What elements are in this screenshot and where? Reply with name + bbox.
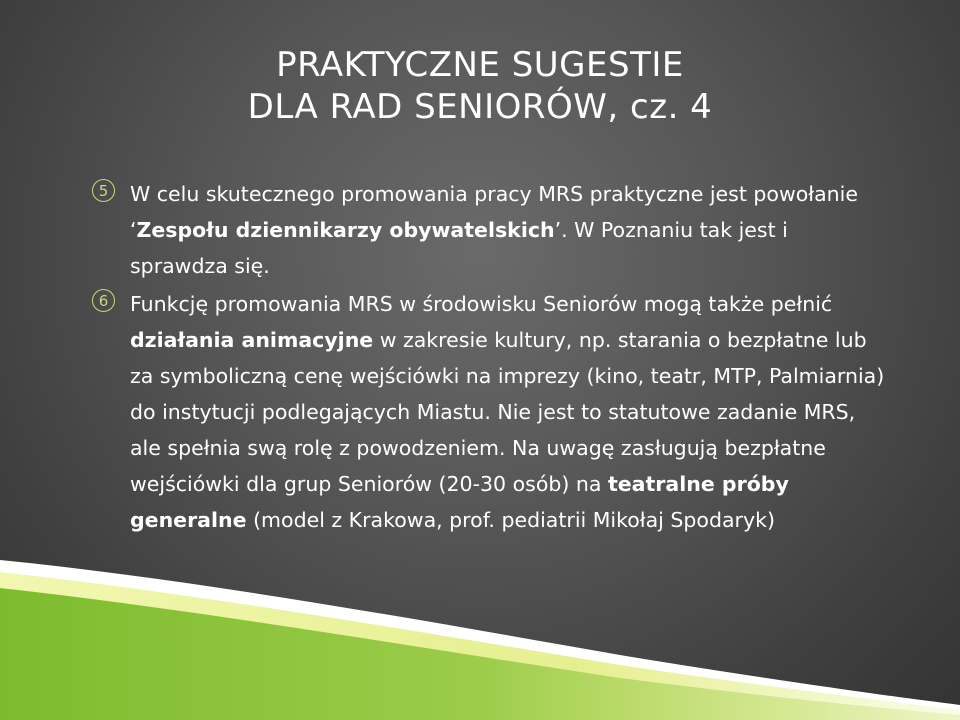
circled-number-icon: 6 (92, 289, 115, 312)
bullet-text-part: ’. W Poznaniu tak jest i sprawdza się. (130, 218, 788, 278)
bullet-text-part: Funkcję promowania MRS w środowisku Seniorów mogą także pełnić (130, 292, 833, 316)
bullet-text-bold: działania animacyjne (130, 328, 374, 352)
bullet-text-part: w zakresie kultury, np. starania o bezpłatne lub za symboliczną cenę wejściówki na imprezy (kino, teatr, MTP, Palmiarnia) do instytucji podlegających Miastu. Nie jest to statutowe zadanie MRS, ale spełnia swą rolę z powodzeniem. Na uwagę zasługują bezpłatne wejściówki dla grup Seniorów (20-30 osób) na (130, 328, 885, 496)
bullet-item-6 (92, 286, 892, 538)
bullet-text-part: W celu skutecznego promowania pracy MRS praktyczne jest powołanie ‘ (130, 182, 858, 242)
slide-title (90, 44, 870, 128)
bullet-text-part: (model z Krakowa, prof. pediatrii Mikołaj Spodaryk) (246, 508, 775, 532)
title-line-1: PRAKTYCZNE SUGESTIE (276, 45, 684, 85)
slide-content (92, 176, 892, 540)
title-line-2-main: DLA RAD SENIORÓW, (247, 87, 631, 127)
bullet-text (130, 176, 892, 284)
title-line-2 (90, 86, 870, 128)
bullet-text-bold: Zespołu dziennikarzy obywatelskich (136, 218, 555, 242)
decorative-wave-graphic (0, 560, 960, 720)
bullet-text (130, 286, 892, 538)
circled-number-icon: 5 (92, 179, 115, 202)
title-line-2-tail: cz. 4 (630, 87, 713, 127)
bullet-text-bold: teatralne próby generalne (130, 472, 789, 532)
bullet-item-5 (92, 176, 892, 284)
